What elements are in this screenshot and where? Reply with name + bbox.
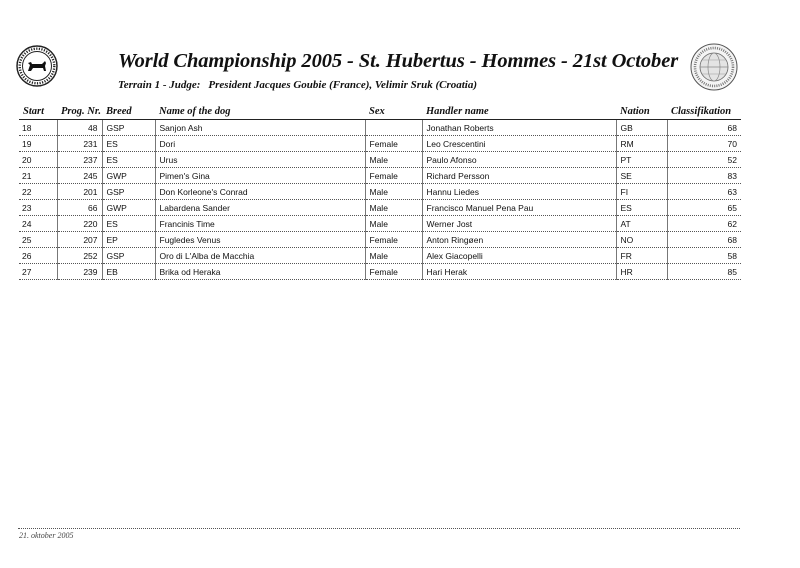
judge-line xyxy=(118,79,477,91)
footer-date: 21. oktober 2005 xyxy=(19,531,74,540)
sex-cell: Male xyxy=(365,184,422,200)
dog-name-cell: Oro di L'Alba de Macchia xyxy=(155,248,365,264)
handler-name-cell: Jonathan Roberts xyxy=(422,120,616,136)
classification-cell: 85 xyxy=(667,264,741,280)
table-row xyxy=(19,120,741,136)
breed-cell: ES xyxy=(102,152,155,168)
sex-cell: Female xyxy=(365,168,422,184)
table-row xyxy=(19,200,741,216)
col-header-prog: Prog. Nr. xyxy=(57,104,102,120)
table-row xyxy=(19,152,741,168)
nation-cell: FI xyxy=(616,184,667,200)
handler-name-cell: Hannu Liedes xyxy=(422,184,616,200)
breed-cell: GSP xyxy=(102,248,155,264)
start-cell: 27 xyxy=(19,264,57,280)
classification-cell: 68 xyxy=(667,120,741,136)
prog-nr-cell: 66 xyxy=(57,200,102,216)
dog-name-cell: Sanjon Ash xyxy=(155,120,365,136)
sex-cell: Female xyxy=(365,232,422,248)
breed-cell: EB xyxy=(102,264,155,280)
nation-cell: FR xyxy=(616,248,667,264)
sex-cell: Female xyxy=(365,136,422,152)
classification-cell: 62 xyxy=(667,216,741,232)
page-title: World Championship 2005 - St. Hubertus - Hommes - 21st October xyxy=(118,50,679,72)
col-header-breed: Breed xyxy=(102,104,155,120)
table-row xyxy=(19,232,741,248)
prog-nr-cell: 48 xyxy=(57,120,102,136)
dog-name-cell: Brika od Heraka xyxy=(155,264,365,280)
col-header-classification: Classifikation xyxy=(667,104,741,120)
classification-cell: 83 xyxy=(667,168,741,184)
nation-cell: HR xyxy=(616,264,667,280)
col-header-dog-name: Name of the dog xyxy=(155,104,365,120)
sex-cell xyxy=(365,120,422,136)
nation-cell: GB xyxy=(616,120,667,136)
dog-name-cell: Urus xyxy=(155,152,365,168)
dog-name-cell: Don Korleone's Conrad xyxy=(155,184,365,200)
start-cell: 21 xyxy=(19,168,57,184)
breed-cell: ES xyxy=(102,136,155,152)
classification-cell: 52 xyxy=(667,152,741,168)
fci-seal-icon xyxy=(690,43,738,91)
table-row xyxy=(19,216,741,232)
start-cell: 19 xyxy=(19,136,57,152)
handler-name-cell: Werner Jost xyxy=(422,216,616,232)
table-row xyxy=(19,184,741,200)
start-cell: 26 xyxy=(19,248,57,264)
terrain-label: Terrain 1 - Judge: xyxy=(118,79,201,91)
table-row xyxy=(19,168,741,184)
table-row xyxy=(19,264,741,280)
start-cell: 20 xyxy=(19,152,57,168)
sex-cell: Male xyxy=(365,216,422,232)
sex-cell: Female xyxy=(365,264,422,280)
dog-name-cell: Dori xyxy=(155,136,365,152)
start-cell: 24 xyxy=(19,216,57,232)
handler-name-cell: Alex Giacopelli xyxy=(422,248,616,264)
nation-cell: NO xyxy=(616,232,667,248)
judges-names: President Jacques Goubie (France), Velimir Sruk (Croatia) xyxy=(208,79,477,91)
classification-cell: 68 xyxy=(667,232,741,248)
col-header-nation: Nation xyxy=(616,104,667,120)
prog-nr-cell: 201 xyxy=(57,184,102,200)
prog-nr-cell: 231 xyxy=(57,136,102,152)
prog-nr-cell: 237 xyxy=(57,152,102,168)
prog-nr-cell: 207 xyxy=(57,232,102,248)
table-row xyxy=(19,136,741,152)
dog-name-cell: Fugledes Venus xyxy=(155,232,365,248)
handler-name-cell: Leo Crescentini xyxy=(422,136,616,152)
sex-cell: Male xyxy=(365,200,422,216)
classification-cell: 70 xyxy=(667,136,741,152)
table-row xyxy=(19,248,741,264)
classification-cell: 65 xyxy=(667,200,741,216)
classification-cell: 58 xyxy=(667,248,741,264)
breed-cell: GWP xyxy=(102,168,155,184)
breed-cell: GSP xyxy=(102,120,155,136)
nation-cell: SE xyxy=(616,168,667,184)
dog-name-cell: Francinis Time xyxy=(155,216,365,232)
start-cell: 18 xyxy=(19,120,57,136)
handler-name-cell: Richard Persson xyxy=(422,168,616,184)
sex-cell: Male xyxy=(365,248,422,264)
breed-cell: ES xyxy=(102,216,155,232)
dog-name-cell: Pimen's Gina xyxy=(155,168,365,184)
results-table xyxy=(19,104,741,280)
table-header-row xyxy=(19,104,741,120)
prog-nr-cell: 245 xyxy=(57,168,102,184)
prog-nr-cell: 220 xyxy=(57,216,102,232)
col-header-start: Start xyxy=(19,104,57,120)
footer-divider xyxy=(18,528,740,529)
club-emblem-icon xyxy=(16,45,58,87)
prog-nr-cell: 239 xyxy=(57,264,102,280)
nation-cell: PT xyxy=(616,152,667,168)
start-cell: 22 xyxy=(19,184,57,200)
start-cell: 23 xyxy=(19,200,57,216)
handler-name-cell: Francisco Manuel Pena Pau xyxy=(422,200,616,216)
prog-nr-cell: 252 xyxy=(57,248,102,264)
breed-cell: EP xyxy=(102,232,155,248)
breed-cell: GWP xyxy=(102,200,155,216)
nation-cell: AT xyxy=(616,216,667,232)
sex-cell: Male xyxy=(365,152,422,168)
start-cell: 25 xyxy=(19,232,57,248)
classification-cell: 63 xyxy=(667,184,741,200)
col-header-handler: Handler name xyxy=(422,104,616,120)
dog-name-cell: Labardena Sander xyxy=(155,200,365,216)
handler-name-cell: Anton Ringøen xyxy=(422,232,616,248)
col-header-sex: Sex xyxy=(365,104,422,120)
handler-name-cell: Hari Herak xyxy=(422,264,616,280)
breed-cell: GSP xyxy=(102,184,155,200)
handler-name-cell: Paulo Afonso xyxy=(422,152,616,168)
nation-cell: ES xyxy=(616,200,667,216)
nation-cell: RM xyxy=(616,136,667,152)
